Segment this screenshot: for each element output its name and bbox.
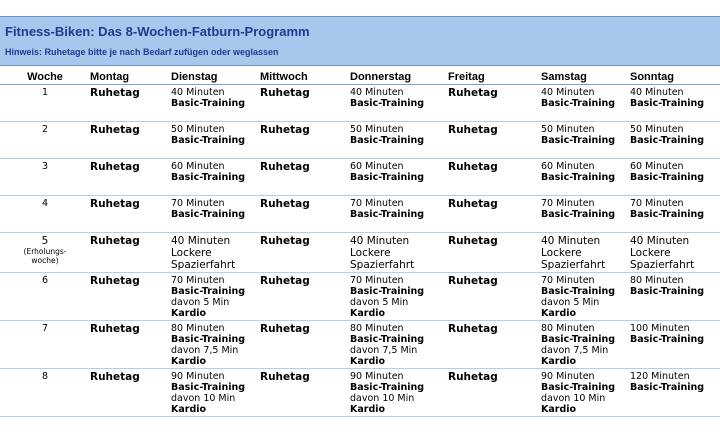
rest-day-label: Ruhetag	[448, 161, 498, 173]
table-row	[0, 159, 720, 196]
day-cell-montag	[90, 321, 171, 369]
session-text: davon 5 Min	[171, 297, 230, 308]
day-cell-sonntag	[630, 159, 720, 196]
table-row	[0, 122, 720, 159]
rest-day-label: Ruhetag	[260, 161, 310, 173]
session-text: Basic-Training	[630, 382, 705, 393]
table-row	[0, 369, 720, 417]
session-text: 80 Minuten	[350, 323, 404, 334]
session-text: Basic-Training	[350, 209, 425, 220]
session-text: 50 Minuten	[541, 124, 595, 135]
rest-day-label: Ruhetag	[448, 323, 498, 335]
rest-day-label: Ruhetag	[90, 371, 140, 383]
day-cell-freitag	[448, 196, 541, 233]
session-text: Lockere	[171, 247, 212, 259]
table-row	[0, 233, 720, 273]
session-text: Basic-Training	[630, 98, 705, 109]
session-text: Spazierfahrt	[630, 259, 695, 271]
session-text: 120 Minuten	[630, 371, 690, 382]
rest-day-label: Ruhetag	[90, 323, 140, 335]
session-text: Basic-Training	[171, 135, 246, 146]
column-header-donnerstag: Donnerstag	[350, 68, 448, 85]
day-cell-freitag	[448, 273, 541, 321]
session-text: Lockere	[350, 247, 391, 259]
week-number: 5	[41, 235, 49, 247]
day-cell-samstag	[541, 196, 630, 233]
session-text: Basic-Training	[171, 382, 246, 393]
day-cell-montag	[90, 196, 171, 233]
rest-day-label: Ruhetag	[90, 124, 140, 136]
session-text: 100 Minuten	[630, 323, 690, 334]
week-cell	[0, 122, 90, 159]
page-title: Fitness-Biken: Das 8-Wochen-Fatburn-Programm	[5, 24, 310, 39]
rest-day-label: Ruhetag	[90, 275, 140, 287]
session-text: 90 Minuten	[350, 371, 404, 382]
rest-day-label: Ruhetag	[260, 323, 310, 335]
day-cell-dienstag	[171, 369, 260, 417]
rest-day-label: Ruhetag	[448, 275, 498, 287]
session-text: 90 Minuten	[171, 371, 225, 382]
session-text: 80 Minuten	[171, 323, 225, 334]
session-text: Basic-Training	[350, 382, 425, 393]
session-text: Basic-Training	[350, 334, 425, 345]
hint-text: Hinweis: Ruhetage bitte je nach Bedarf zufügen oder weglassen	[5, 47, 279, 57]
session-text: 50 Minuten	[630, 124, 684, 135]
session-text: Kardio	[350, 356, 386, 367]
session-text: Kardio	[541, 308, 577, 319]
session-text: Basic-Training	[171, 98, 246, 109]
session-text: 80 Minuten	[630, 275, 684, 286]
day-cell-dienstag	[171, 85, 260, 122]
session-text: Basic-Training	[541, 172, 616, 183]
day-cell-mittwoch	[260, 122, 350, 159]
day-cell-freitag	[448, 369, 541, 417]
rest-day-label: Ruhetag	[260, 275, 310, 287]
day-cell-mittwoch	[260, 321, 350, 369]
session-text: Kardio	[350, 404, 386, 415]
day-cell-samstag	[541, 85, 630, 122]
day-cell-mittwoch	[260, 196, 350, 233]
day-cell-dienstag	[171, 321, 260, 369]
day-cell-mittwoch	[260, 369, 350, 417]
day-cell-montag	[90, 233, 171, 273]
day-cell-donnerstag	[350, 233, 448, 273]
day-cell-montag	[90, 85, 171, 122]
session-text: 80 Minuten	[541, 323, 595, 334]
session-text: Kardio	[171, 404, 207, 415]
column-header-dienstag: Dienstag	[171, 68, 260, 85]
session-text: Basic-Training	[541, 209, 616, 220]
rest-day-label: Ruhetag	[90, 235, 140, 247]
rest-day-label: Ruhetag	[90, 161, 140, 173]
day-cell-donnerstag	[350, 85, 448, 122]
day-cell-montag	[90, 122, 171, 159]
day-cell-samstag	[541, 159, 630, 196]
header-row	[0, 68, 720, 85]
session-text: Basic-Training	[541, 382, 616, 393]
table-row	[0, 196, 720, 233]
session-text: Basic-Training	[630, 334, 705, 345]
session-text: 60 Minuten	[171, 161, 225, 172]
session-text: 60 Minuten	[350, 161, 404, 172]
rest-day-label: Ruhetag	[90, 198, 140, 210]
session-text: 70 Minuten	[350, 198, 404, 209]
day-cell-mittwoch	[260, 85, 350, 122]
week-number: 7	[41, 323, 49, 334]
week-number: 4	[41, 198, 49, 209]
session-text: Spazierfahrt	[541, 259, 606, 271]
session-text: 50 Minuten	[171, 124, 225, 135]
session-text: Kardio	[171, 308, 207, 319]
session-text: Basic-Training	[541, 286, 616, 297]
day-cell-freitag	[448, 321, 541, 369]
session-text: Basic-Training	[350, 135, 425, 146]
day-cell-sonntag	[630, 196, 720, 233]
day-cell-donnerstag	[350, 159, 448, 196]
week-cell	[0, 196, 90, 233]
day-cell-freitag	[448, 233, 541, 273]
column-header-freitag: Freitag	[448, 68, 541, 85]
rest-day-label: Ruhetag	[260, 198, 310, 210]
week-note: woche)	[31, 256, 59, 265]
day-cell-samstag	[541, 233, 630, 273]
session-text: davon 10 Min	[171, 393, 236, 404]
session-text: Kardio	[541, 356, 577, 367]
training-table	[0, 68, 720, 417]
day-cell-sonntag	[630, 233, 720, 273]
day-cell-montag	[90, 369, 171, 417]
week-number: 8	[41, 371, 49, 382]
day-cell-mittwoch	[260, 273, 350, 321]
rest-day-label: Ruhetag	[260, 371, 310, 383]
column-header-samstag: Samstag	[541, 68, 630, 85]
session-text: Kardio	[171, 356, 207, 367]
week-cell	[0, 159, 90, 196]
session-text: Basic-Training	[630, 135, 705, 146]
session-text: Basic-Training	[541, 135, 616, 146]
table-row	[0, 85, 720, 122]
day-cell-dienstag	[171, 233, 260, 273]
column-header-montag: Montag	[90, 68, 171, 85]
day-cell-donnerstag	[350, 369, 448, 417]
week-cell	[0, 369, 90, 417]
session-text: Spazierfahrt	[171, 259, 236, 271]
session-text: 70 Minuten	[171, 275, 225, 286]
week-number: 3	[41, 161, 49, 172]
session-text: Basic-Training	[171, 209, 246, 220]
session-text: Basic-Training	[350, 172, 425, 183]
column-header-sonntag: Sonntag	[630, 68, 720, 85]
day-cell-mittwoch	[260, 233, 350, 273]
day-cell-freitag	[448, 159, 541, 196]
day-cell-samstag	[541, 369, 630, 417]
session-text: Basic-Training	[350, 286, 425, 297]
week-number: 6	[41, 275, 49, 286]
session-text: 40 Minuten	[630, 235, 690, 247]
session-text: 60 Minuten	[630, 161, 684, 172]
day-cell-freitag	[448, 85, 541, 122]
session-text: Kardio	[350, 308, 386, 319]
session-text: Basic-Training	[171, 334, 246, 345]
session-text: 90 Minuten	[541, 371, 595, 382]
column-header-woche: Woche	[0, 68, 90, 85]
week-cell	[0, 233, 90, 273]
day-cell-samstag	[541, 122, 630, 159]
day-cell-dienstag	[171, 273, 260, 321]
session-text: davon 7,5 Min	[350, 345, 418, 356]
session-text: 70 Minuten	[541, 198, 595, 209]
session-text: Lockere	[541, 247, 582, 259]
day-cell-samstag	[541, 273, 630, 321]
session-text: davon 5 Min	[350, 297, 409, 308]
day-cell-dienstag	[171, 159, 260, 196]
column-header-mittwoch: Mittwoch	[260, 68, 350, 85]
rest-day-label: Ruhetag	[448, 198, 498, 210]
table-row	[0, 273, 720, 321]
day-cell-sonntag	[630, 122, 720, 159]
session-text: 40 Minuten	[171, 235, 231, 247]
session-text: 60 Minuten	[541, 161, 595, 172]
session-text: Lockere	[630, 247, 671, 259]
week-cell	[0, 321, 90, 369]
day-cell-freitag	[448, 122, 541, 159]
session-text: Basic-Training	[171, 172, 246, 183]
page-header	[0, 16, 720, 66]
rest-day-label: Ruhetag	[448, 87, 498, 99]
day-cell-sonntag	[630, 273, 720, 321]
session-text: Basic-Training	[630, 209, 705, 220]
week-number: 2	[41, 124, 49, 135]
day-cell-mittwoch	[260, 159, 350, 196]
session-text: Basic-Training	[541, 98, 616, 109]
day-cell-dienstag	[171, 122, 260, 159]
session-text: Basic-Training	[541, 334, 616, 345]
session-text: Basic-Training	[630, 172, 705, 183]
day-cell-montag	[90, 273, 171, 321]
session-text: 40 Minuten	[171, 87, 225, 98]
session-text: 40 Minuten	[630, 87, 684, 98]
session-text: davon 10 Min	[541, 393, 606, 404]
session-text: 40 Minuten	[350, 87, 404, 98]
session-text: Basic-Training	[171, 286, 246, 297]
session-text: 40 Minuten	[541, 235, 601, 247]
session-text: davon 10 Min	[350, 393, 415, 404]
session-text: 70 Minuten	[171, 198, 225, 209]
day-cell-donnerstag	[350, 122, 448, 159]
day-cell-donnerstag	[350, 321, 448, 369]
session-text: Spazierfahrt	[350, 259, 415, 271]
day-cell-sonntag	[630, 369, 720, 417]
rest-day-label: Ruhetag	[260, 235, 310, 247]
rest-day-label: Ruhetag	[260, 124, 310, 136]
session-text: 50 Minuten	[350, 124, 404, 135]
rest-day-label: Ruhetag	[448, 124, 498, 136]
session-text: davon 7,5 Min	[171, 345, 239, 356]
session-text: Kardio	[541, 404, 577, 415]
session-text: 40 Minuten	[541, 87, 595, 98]
day-cell-sonntag	[630, 85, 720, 122]
day-cell-donnerstag	[350, 273, 448, 321]
week-note: (Erholungs-	[23, 247, 67, 256]
day-cell-sonntag	[630, 321, 720, 369]
table-row	[0, 321, 720, 369]
week-cell	[0, 85, 90, 122]
session-text: Basic-Training	[350, 98, 425, 109]
day-cell-donnerstag	[350, 196, 448, 233]
rest-day-label: Ruhetag	[448, 235, 498, 247]
session-text: Basic-Training	[630, 286, 705, 297]
session-text: 70 Minuten	[541, 275, 595, 286]
session-text: davon 5 Min	[541, 297, 600, 308]
day-cell-montag	[90, 159, 171, 196]
week-cell	[0, 273, 90, 321]
rest-day-label: Ruhetag	[260, 87, 310, 99]
rest-day-label: Ruhetag	[448, 371, 498, 383]
rest-day-label: Ruhetag	[90, 87, 140, 99]
day-cell-samstag	[541, 321, 630, 369]
session-text: davon 7,5 Min	[541, 345, 609, 356]
session-text: 40 Minuten	[350, 235, 410, 247]
session-text: 70 Minuten	[350, 275, 404, 286]
day-cell-dienstag	[171, 196, 260, 233]
week-number: 1	[41, 87, 49, 98]
session-text: 70 Minuten	[630, 198, 684, 209]
